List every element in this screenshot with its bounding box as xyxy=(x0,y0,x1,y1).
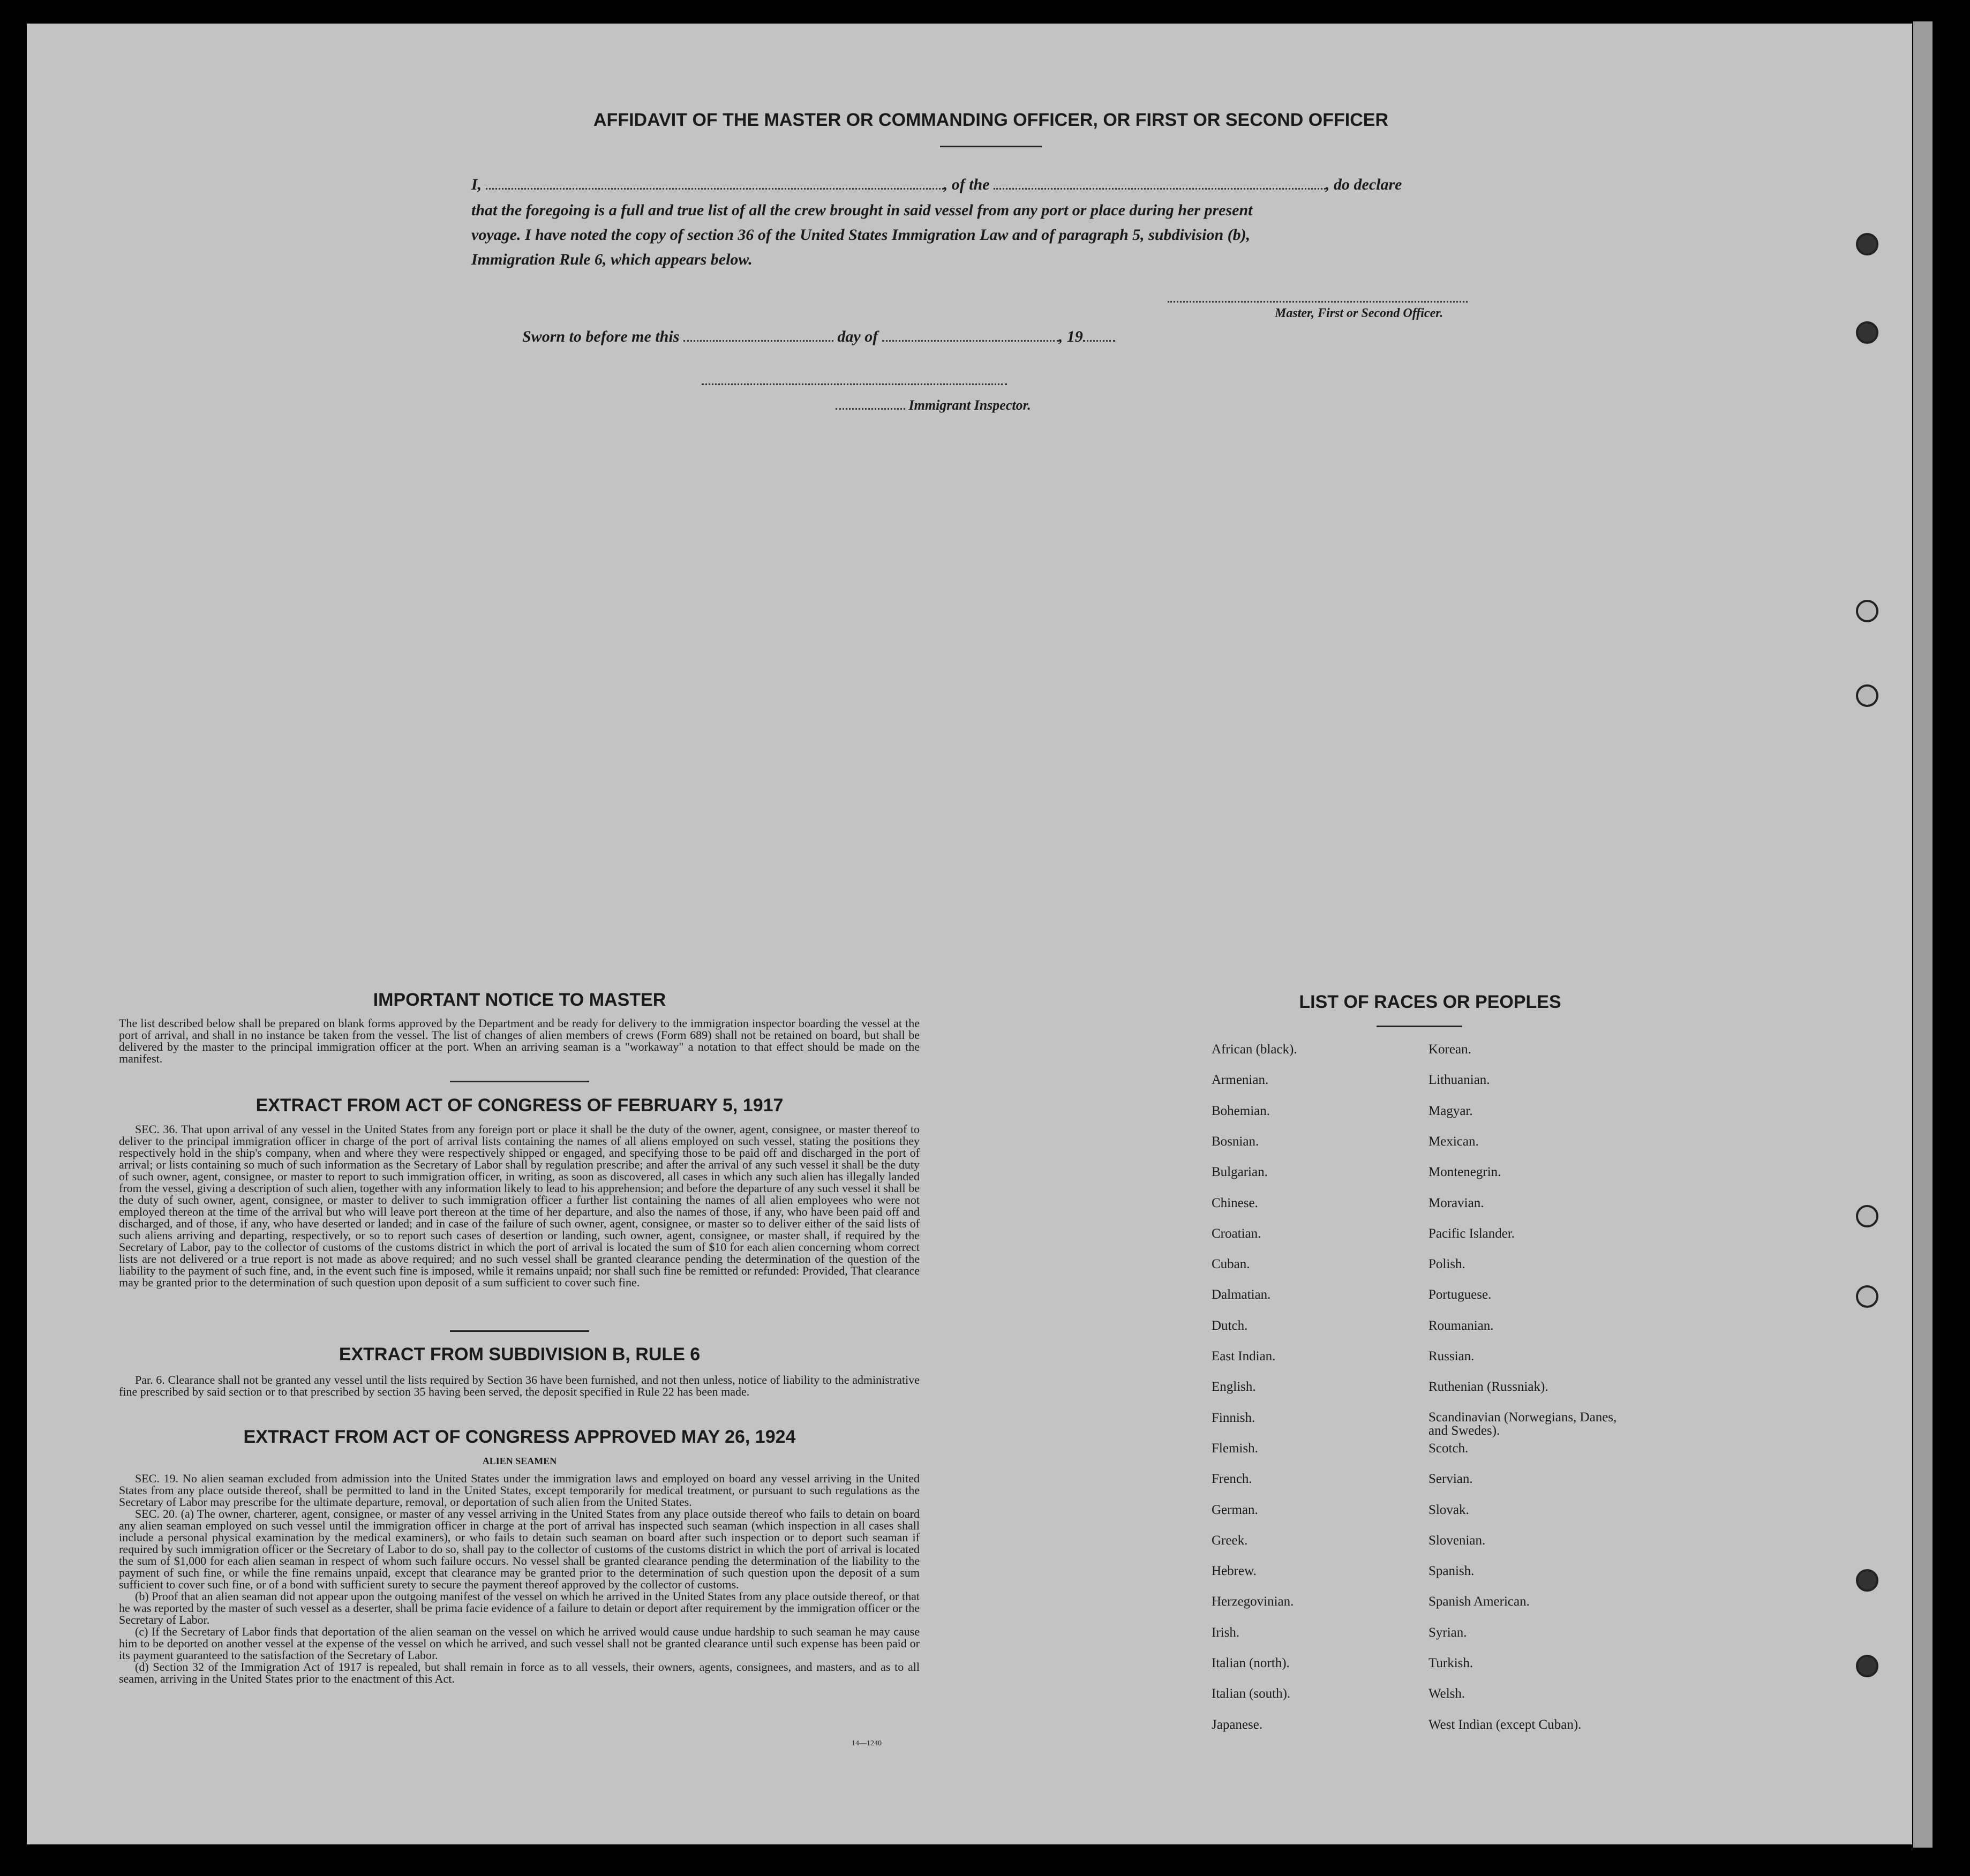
race-item: Hebrew. xyxy=(1212,1564,1257,1578)
signature-line[interactable] xyxy=(1168,301,1468,303)
of-label: , of the xyxy=(943,176,990,193)
race-item: Herzegovinian. xyxy=(1212,1594,1294,1609)
race-item: Dalmatian. xyxy=(1212,1287,1271,1302)
race-item: Italian (north). xyxy=(1212,1656,1290,1670)
binder-hole xyxy=(1856,1285,1878,1308)
extract-rule6-body: Par. 6. Clearance shall not be granted any vessel until the lists required by Section 36 have been furnished, and not then unless, notice of liability to the administrative fine prescribed by said section or to that prescribed by section 35 having been served, the deposit specified in Rule 22 has been made. xyxy=(119,1373,920,1398)
divider xyxy=(450,1330,589,1332)
sworn-month-field[interactable] xyxy=(882,340,1059,342)
race-item: Bulgarian. xyxy=(1212,1165,1268,1179)
section-20c: (c) If the Secretary of Labor finds that deportation of the alien seaman on the vessel on which he arrived would cause undue hardship to such seaman he may cause him to be deported on another vessel at the expense of the vessel on which he arrived, and such vessel shall not be granted clearance until such expense has been paid or its payment guaranteed to the satisfaction of the Secretary of Labor. xyxy=(119,1625,920,1662)
race-item: Lithuanian. xyxy=(1428,1073,1490,1087)
name-field[interactable] xyxy=(486,188,944,190)
form-number: 14—1240 xyxy=(852,1739,882,1747)
race-item: Slovenian. xyxy=(1428,1533,1486,1548)
race-item: Scandinavian (Norwegians, Danes, and Swedes). xyxy=(1428,1410,1617,1438)
race-item: Armenian. xyxy=(1212,1073,1269,1087)
binder-hole xyxy=(1856,1205,1878,1227)
extract-1917-title: EXTRACT FROM ACT OF CONGRESS OF FEBRUARY 5, 1917 xyxy=(255,1095,784,1116)
race-item: Dutch. xyxy=(1212,1319,1248,1333)
section-19: SEC. 19. No alien seaman excluded from admission into the United States under the immigration laws and employed on board any vessel arriving in the United States from any place outside thereof, shall be permitted to land in the United States, except temporarily for medical treatment, or pursuant to such regulations as the Secretary of Labor may prescribe for the ultimate departure, removal, or deportation of such alien from the United States. xyxy=(119,1472,920,1509)
sworn-line xyxy=(522,328,1115,346)
inspector-signature-line[interactable] xyxy=(702,383,1007,385)
race-item: Irish. xyxy=(1212,1625,1240,1640)
race-item: Moravian. xyxy=(1428,1196,1484,1210)
inspector-field[interactable] xyxy=(836,408,905,410)
race-item: Magyar. xyxy=(1428,1104,1473,1118)
day-of-label: day of xyxy=(837,328,878,345)
race-item: Chinese. xyxy=(1212,1196,1258,1210)
sheet-edge xyxy=(1913,21,1933,1848)
race-item: Croatian. xyxy=(1212,1226,1261,1241)
extract-1924-title: EXTRACT FROM ACT OF CONGRESS APPROVED MAY 26, 1924 xyxy=(243,1427,796,1447)
inspector-label: Immigrant Inspector. xyxy=(908,397,1031,413)
race-item: Polish. xyxy=(1428,1257,1465,1271)
binder-hole xyxy=(1856,1569,1878,1592)
section-20d: (d) Section 32 of the Immigration Act of 1917 is repealed, but shall remain in force as to all vessels, their owners, agents, consignees, and masters, and as to all seamen, arriving in the United States prior to the enactment of this Act. xyxy=(119,1660,920,1685)
sworn-day-field[interactable] xyxy=(683,340,833,342)
race-item: Scotch. xyxy=(1428,1441,1469,1456)
section-20a: SEC. 20. (a) The owner, charterer, agent, consignee, or master of any vessel arriving in the United States from any place outside thereof who fails to detain on board any alien seaman employed on such vessel until the immigration officer in charge at the port of arrival has inspected such seaman (which inspection in all cases shall include a personal physical examination by the medical examiners), or who fails to detain such seaman on board after such inspection or to deport such seaman if required by such immigration officer or the Secretary of Labor to do so, shall pay to the collector of customs of the customs district in which the port of arrival is located the sum of $1,000 for each alien seaman in respect of whom such failure occurs. No vessel shall be granted clearance pending the determination of the liability to the payment of such fine, or while the fine remains unpaid, except that clearance may be granted prior to the determination of such question upon the deposit of a sum sufficient to cover such fine, or of a bond with sufficient surety to secure the payment thereof approved by the collector of customs. xyxy=(119,1507,920,1591)
race-item: Roumanian. xyxy=(1428,1319,1494,1333)
race-item: Cuban. xyxy=(1212,1257,1250,1271)
declare-label: , do declare xyxy=(1326,176,1402,193)
affidavit-line3: voyage. I have noted the copy of section 36 of the United States Immigration Law and of paragraph 5, subdivision (b), xyxy=(471,226,1251,244)
race-item: German. xyxy=(1212,1503,1258,1517)
extract-1924-body xyxy=(119,1473,920,1685)
affidavit-line4: Immigration Rule 6, which appears below. xyxy=(471,251,753,268)
race-item: Spanish. xyxy=(1428,1564,1475,1578)
race-item: French. xyxy=(1212,1472,1252,1486)
race-item: East Indian. xyxy=(1212,1349,1276,1363)
divider xyxy=(450,1081,589,1082)
race-item: African (black). xyxy=(1212,1042,1297,1057)
race-item: Flemish. xyxy=(1212,1441,1258,1456)
binder-hole xyxy=(1856,600,1878,622)
race-item: Portuguese. xyxy=(1428,1287,1492,1302)
extract-1917-body: SEC. 36. That upon arrival of any vessel in the United States from any foreign port or place it shall be the duty of the owner, agent, consignee, or master thereof to deliver to the principal immigration officer in charge of the port of arrival lists containing the names of all aliens employed on such vessel, stating the positions they respectively hold in the ship's company, when and where they were respectively shipped or engaged, and specifying those to be paid off and discharged in the port of arrival; or lists containing so much of such information as the Secretary of Labor shall by regulation prescribe; and after the arrival of any such vessel it shall be the duty of such owner, agent, consignee, or master to report to such immigration officer, in writing, as soon as discovered, all cases in which any such alien has illegally landed from the vessel, giving a description of such alien, together with any information likely to lead to his apprehension; and before the departure of any such vessel it shall be the duty of such owner, agent, consignee, or master to deliver to such immigration officer a further list containing the names of all alien employees who were not employed thereon at the time of the arrival but who will leave port thereon at the time of her departure, and also the names of those, if any, who have been paid off and discharged, and of those, if any, who have deserted or landed; and in case of the failure of such owner, agent, consignee, or master so to deliver either of the said lists of such aliens arriving and departing, respectively, or so to report such cases of desertion or landing, such owner, agent, consignee, or master shall, if required by the Secretary of Labor, pay to the collector of customs of the customs district in which the port of arrival is located the sum of $10 for each alien concerning whom correct lists are not delivered or a true report is not made as above required; and no such vessel shall be granted clearance pending the determination of the question of the liability to the payment of such fine, and, in the event such fine is imposed, while it remains unpaid; nor shall such fine be remitted or refunded: Provided, That clearance may be granted prior to the determination of such question upon deposit of a sum sufficient to cover such fine. xyxy=(119,1122,920,1289)
race-item: Syrian. xyxy=(1428,1625,1467,1640)
extract-1924-subtitle: ALIEN SEAMEN xyxy=(482,1456,557,1466)
sworn-label: Sworn to before me this xyxy=(522,328,680,345)
races-title: LIST OF RACES OR PEOPLES xyxy=(1299,992,1561,1012)
binder-hole xyxy=(1856,1655,1878,1677)
extract-rule6-title: EXTRACT FROM SUBDIVISION B, RULE 6 xyxy=(339,1344,701,1365)
race-item: Welsh. xyxy=(1428,1686,1465,1701)
race-item: Finnish. xyxy=(1212,1411,1255,1425)
race-item: Servian. xyxy=(1428,1472,1473,1486)
race-item: Montenegrin. xyxy=(1428,1165,1501,1179)
i-label: I, xyxy=(471,176,482,193)
race-item: Pacific Islander. xyxy=(1428,1226,1515,1241)
master-label: Master, First or Second Officer. xyxy=(1275,306,1443,320)
binder-hole xyxy=(1856,233,1878,255)
race-item: Turkish. xyxy=(1428,1656,1473,1670)
section-20b: (b) Proof that an alien seaman did not appear upon the outgoing manifest of the vessel on which he arrived in the United States from any place outside thereof, or that he was reported by the master of such vessel as a deserter, shall be prima facie evidence of a failure to detain or deport after requirement by the immigration officer or the Secretary of Labor. xyxy=(119,1589,920,1626)
race-item: Slovak. xyxy=(1428,1503,1469,1517)
race-item: Ruthenian (Russniak). xyxy=(1428,1380,1548,1394)
divider xyxy=(940,146,1042,147)
divider xyxy=(1377,1026,1462,1027)
affidavit-line2: that the foregoing is a full and true list of all the crew brought in said vessel from any port or place during her present xyxy=(471,201,1253,219)
sworn-year-field[interactable] xyxy=(1083,340,1115,342)
notice-body: The list described below shall be prepared on blank forms approved by the Department and be ready for delivery to the immigration inspector boarding the vessel at the port of arrival, and shall in no instance be taken from the vessel. The list of changes of alien members of crews (Form 689) shall not be retained on board, but shall be delivered by the master to the principal immigration officer at the port. When an arriving seaman is a "workaway" a notation to that effect should be made on the manifest. xyxy=(119,1016,920,1065)
race-item: English. xyxy=(1212,1380,1256,1394)
race-item: Japanese. xyxy=(1212,1717,1263,1732)
notice-title: IMPORTANT NOTICE TO MASTER xyxy=(373,990,666,1010)
race-item: West Indian (except Cuban). xyxy=(1428,1717,1582,1732)
vessel-field[interactable] xyxy=(994,188,1326,190)
affidavit-line1 xyxy=(471,176,1516,194)
binder-hole xyxy=(1856,321,1878,344)
affidavit-title: AFFIDAVIT OF THE MASTER OR COMMANDING OFFICER, OR FIRST OR SECOND OFFICER xyxy=(593,110,1388,130)
race-item: Italian (south). xyxy=(1212,1686,1291,1701)
year-label: , 19 xyxy=(1058,328,1083,345)
race-item: Bohemian. xyxy=(1212,1104,1270,1118)
race-item: Mexican. xyxy=(1428,1134,1479,1149)
race-item: Russian. xyxy=(1428,1349,1475,1363)
binder-hole xyxy=(1856,684,1878,707)
race-item: Greek. xyxy=(1212,1533,1248,1548)
race-item: Korean. xyxy=(1428,1042,1471,1057)
race-item: Bosnian. xyxy=(1212,1134,1259,1149)
race-item: Spanish American. xyxy=(1428,1594,1530,1609)
inspector-line xyxy=(836,397,1031,413)
